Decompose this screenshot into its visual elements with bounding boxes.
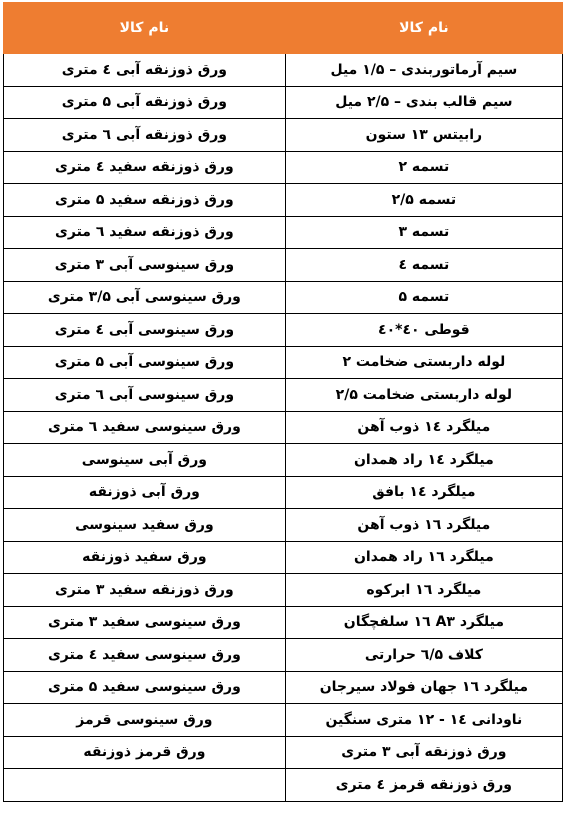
product-name-cell-right: میلگرد ١٤ راد همدان <box>285 444 562 477</box>
product-name-cell-left: ورق آبی ذوزنقه <box>4 476 286 509</box>
product-name-cell-right: میلگرد ١٤ بافق <box>285 476 562 509</box>
product-name-cell-right: میلگرد ١٦ ابرکوه <box>285 574 562 607</box>
product-name-cell-left: ورق سینوسی سفید ٦ متری <box>4 411 286 444</box>
table-header-row <box>4 3 563 54</box>
product-name-cell-left: ورق ذوزنقه آبی ۵ متری <box>4 86 286 119</box>
table-row <box>4 249 563 282</box>
product-name-cell-right: کلاف ٦/۵ حرارتی <box>285 639 562 672</box>
table-row <box>4 216 563 249</box>
table-row <box>4 671 563 704</box>
product-name-cell-right: قوطی ٤۰*٤۰ <box>285 314 562 347</box>
product-name-cell-right: تسمه ٤ <box>285 249 562 282</box>
product-name-cell-right: تسمه ۲ <box>285 151 562 184</box>
table-row <box>4 476 563 509</box>
product-name-cell-left: ورق ذوزنقه سفید ۵ متری <box>4 184 286 217</box>
table-row <box>4 574 563 607</box>
table-row <box>4 509 563 542</box>
product-name-cell-left: ورق قرمز ذوزنقه <box>4 736 286 769</box>
product-name-cell-left: ورق سینوسی آبی ۳/۵ متری <box>4 281 286 314</box>
product-name-cell-left: ورق سفید ذوزنقه <box>4 541 286 574</box>
column-header-product-name-right: نام کالا <box>285 3 562 54</box>
product-name-cell-right: سیم قالب بندی – ۲/۵ میل <box>285 86 562 119</box>
product-name-cell-left: ورق سینوسی آبی ۵ متری <box>4 346 286 379</box>
product-name-cell-right: ناودانی ١٤ - ۱۲ متری سنگین <box>285 704 562 737</box>
table-row <box>4 444 563 477</box>
table-row <box>4 346 563 379</box>
table-row <box>4 639 563 672</box>
product-name-cell-right: ورق ذوزنقه قرمز ٤ متری <box>285 769 562 802</box>
product-name-cell-left: ورق ذوزنقه سفید ٤ متری <box>4 151 286 184</box>
column-header-product-name-left: نام کالا <box>4 3 286 54</box>
product-name-cell-right: میلگرد ١٤ ذوب آهن <box>285 411 562 444</box>
table-row <box>4 281 563 314</box>
product-table <box>3 2 563 802</box>
product-name-cell-right: تسمه ۳ <box>285 216 562 249</box>
product-name-cell-right: رابیتس ۱۳ ستون <box>285 119 562 152</box>
table-row <box>4 769 563 802</box>
product-name-cell-left: ورق سینوسی آبی ٦ متری <box>4 379 286 412</box>
table-row <box>4 704 563 737</box>
product-name-cell-left: ورق سینوسی سفید ٤ متری <box>4 639 286 672</box>
product-name-cell-right: میلگرد ١٦ ذوب آهن <box>285 509 562 542</box>
product-name-cell-left: ورق ذوزنقه سفید ٦ متری <box>4 216 286 249</box>
table-row <box>4 119 563 152</box>
product-name-cell-left: ورق سفید سینوسی <box>4 509 286 542</box>
table-row <box>4 736 563 769</box>
product-name-cell-left: ورق سینوسی آبی ٤ متری <box>4 314 286 347</box>
product-name-cell-left: ورق سینوسی سفید ۳ متری <box>4 606 286 639</box>
product-name-cell-left: ورق سینوسی آبی ۳ متری <box>4 249 286 282</box>
product-name-cell-right: سیم آرماتوربندی – ۱/۵ میل <box>285 54 562 87</box>
product-name-cell-left: ورق ذوزنقه سفید ۳ متری <box>4 574 286 607</box>
table-row <box>4 411 563 444</box>
table-row <box>4 184 563 217</box>
table-row <box>4 541 563 574</box>
table-row <box>4 151 563 184</box>
product-name-cell-left: ورق سینوسی قرمز <box>4 704 286 737</box>
product-name-cell-right: لوله داربستی ضخامت ۲/۵ <box>285 379 562 412</box>
product-name-cell-right: تسمه ۵ <box>285 281 562 314</box>
product-name-cell-left: ورق ذوزنقه آبی ٦ متری <box>4 119 286 152</box>
product-name-cell-right: تسمه ۲/۵ <box>285 184 562 217</box>
product-table-container <box>3 2 563 802</box>
product-name-cell-right: ورق ذوزنقه آبی ۳ متری <box>285 736 562 769</box>
product-name-cell-left <box>4 769 286 802</box>
product-name-cell-right: میلگرد ١٦ راد همدان <box>285 541 562 574</box>
table-row <box>4 606 563 639</box>
table-row <box>4 379 563 412</box>
table-body <box>4 54 563 802</box>
product-name-cell-right: میلگرد ١٦ جهان فولاد سیرجان <box>285 671 562 704</box>
table-row <box>4 314 563 347</box>
product-name-cell-left: ورق آبی سینوسی <box>4 444 286 477</box>
product-name-cell-left: ورق ذوزنقه آبی ٤ متری <box>4 54 286 87</box>
table-row <box>4 86 563 119</box>
product-name-cell-right: میلگرد A۳ ١٦ سلفچگان <box>285 606 562 639</box>
table-row <box>4 54 563 87</box>
product-name-cell-left: ورق سینوسی سفید ۵ متری <box>4 671 286 704</box>
product-name-cell-right: لوله داربستی ضخامت ۲ <box>285 346 562 379</box>
